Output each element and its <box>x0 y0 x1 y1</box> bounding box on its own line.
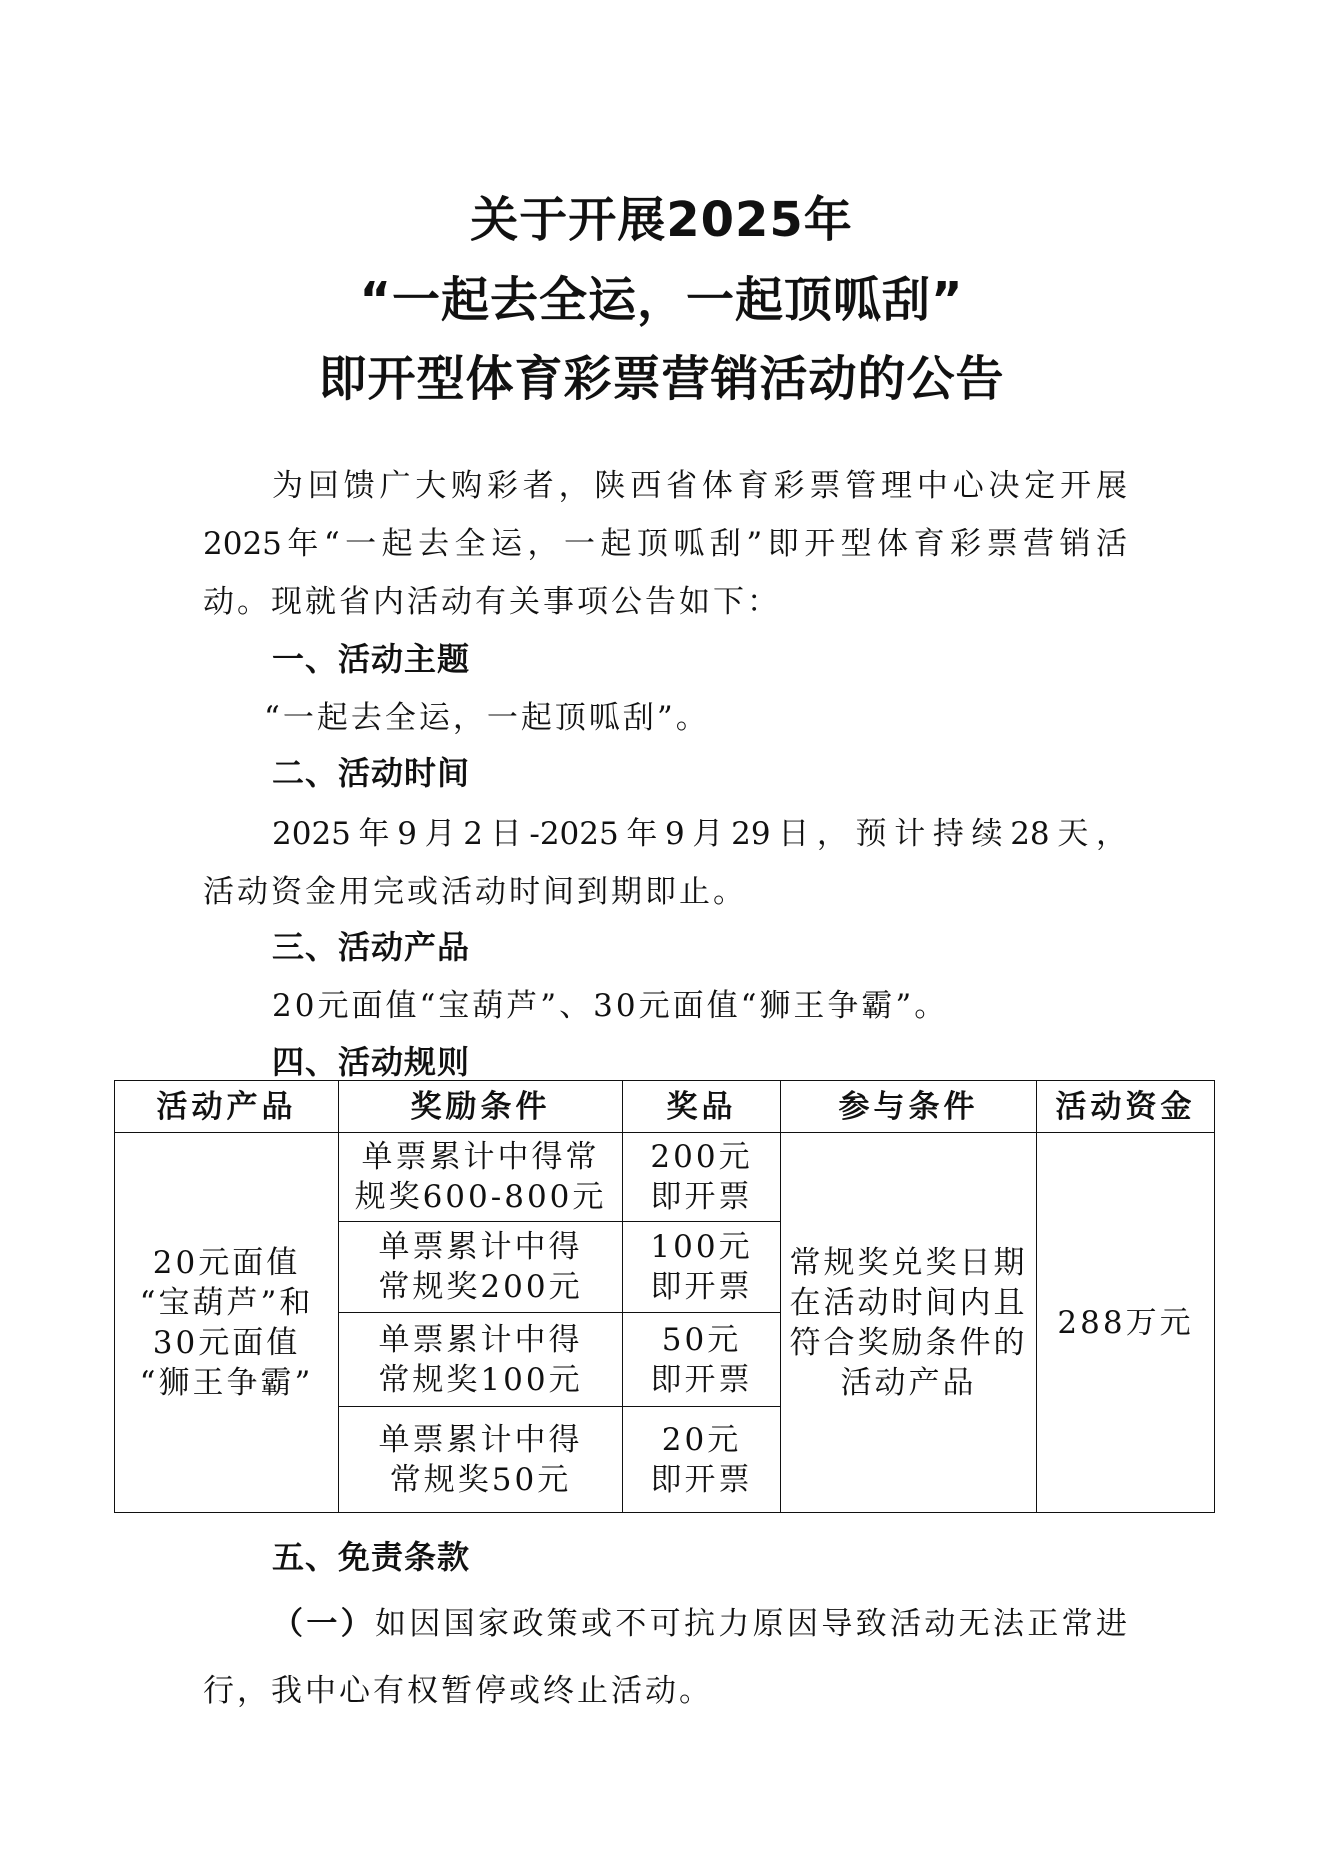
title-line-3: 即开型体育彩票营销活动的公告 <box>318 351 1005 407</box>
section-heading-theme: 一、活动主题 <box>272 640 471 678</box>
title-line-1: 关于开展2025年 <box>470 192 853 248</box>
header-fund: 活动资金 <box>1037 1081 1215 1133</box>
cell-condition: 单票累计中得 常规奖100元 <box>339 1313 623 1407</box>
disclaimer-line-2: 行，我中心有权暂停或终止活动。 <box>203 1673 713 1709</box>
intro-line-2: 2025年“一起去全运，一起顶呱刮”即开型体育彩票营销活 <box>203 526 1127 562</box>
table-header-row <box>115 1081 1215 1133</box>
cell-condition: 单票累计中得 常规奖200元 <box>339 1222 623 1313</box>
cell-prize: 20元 即开票 <box>623 1407 781 1513</box>
header-prize: 奖品 <box>623 1081 781 1133</box>
section-heading-rules: 四、活动规则 <box>272 1043 471 1081</box>
intro-line-1: 为回馈广大购彩者，陕西省体育彩票管理中心决定开展 <box>272 468 1127 504</box>
section-heading-disclaimer: 五、免责条款 <box>272 1538 471 1576</box>
product-text: 20元面值“宝葫芦”、30元面值“狮王争霸”。 <box>272 988 949 1024</box>
cell-prize: 100元 即开票 <box>623 1222 781 1313</box>
header-condition: 奖励条件 <box>339 1081 623 1133</box>
time-line-1: 2025年9月2日-2025年9月29日，预计持续28天， <box>272 816 1127 852</box>
title-line-2: “一起去全运，一起顶呱刮” <box>359 272 964 328</box>
cell-prize: 200元 即开票 <box>623 1133 781 1222</box>
theme-text: “一起去全运，一起顶呱刮”。 <box>264 700 710 736</box>
section-heading-product: 三、活动产品 <box>272 928 471 966</box>
cell-product: 20元面值 “宝葫芦”和 30元面值 “狮王争霸” <box>115 1133 339 1513</box>
disclaimer-item-text: 如因国家政策或不可抗力原因导致活动无法正常进 <box>375 1606 1127 1642</box>
cell-condition: 单票累计中得常 规奖600-800元 <box>339 1133 623 1222</box>
cell-prize: 50元 即开票 <box>623 1313 781 1407</box>
time-line-2: 活动资金用完或活动时间到期即止。 <box>203 874 747 910</box>
cell-condition: 单票累计中得 常规奖50元 <box>339 1407 623 1513</box>
disclaimer-item-label: （一） <box>272 1606 375 1642</box>
cell-fund: 288万元 <box>1037 1133 1215 1513</box>
disclaimer-line-1 <box>272 1598 1127 1643</box>
table-row <box>115 1133 1215 1222</box>
cell-participation: 常规奖兑奖日期 在活动时间内且 符合奖励条件的 活动产品 <box>781 1133 1037 1513</box>
header-product: 活动产品 <box>115 1081 339 1133</box>
intro-line-3: 动。现就省内活动有关事项公告如下： <box>203 584 781 620</box>
header-participation: 参与条件 <box>781 1081 1037 1133</box>
section-heading-time: 二、活动时间 <box>272 754 471 792</box>
rules-table <box>114 1080 1215 1513</box>
